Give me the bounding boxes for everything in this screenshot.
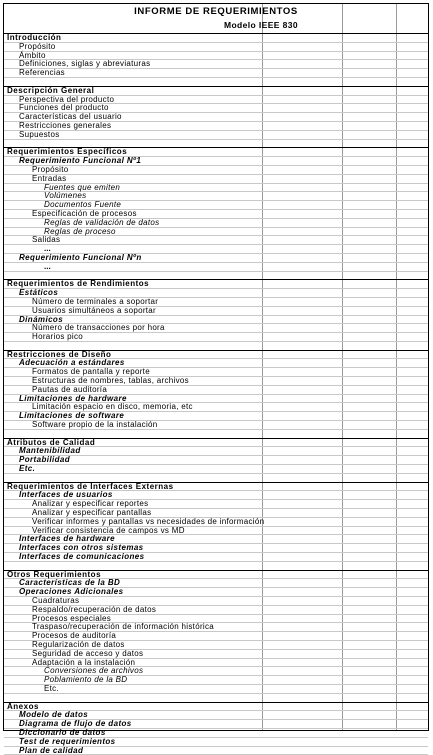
outline-item-row (4, 676, 428, 685)
report-title: INFORME DE REQUERIMIENTOS (134, 6, 298, 17)
outline-item-label: Formatos de pantalla y reporte (32, 367, 150, 377)
outline-item-row (4, 122, 428, 131)
outline-item-label: Requerimientos de Rendimientos (7, 279, 150, 289)
outline-item-label: Mantenibilidad (19, 446, 81, 456)
outline-item-label: Funciones del producto (19, 103, 109, 113)
outline-item-label: Poblamiento de la BD (44, 675, 128, 685)
outline-item-label: Etc. (44, 683, 59, 693)
outline-item-label: Características del usuario (19, 112, 122, 122)
outline-item-label: Características de la BD (19, 578, 121, 588)
report-subtitle: Modelo IEEE 830 (223, 20, 299, 30)
outline-item-label: Restricciones generales (19, 120, 112, 130)
report-header (4, 4, 428, 34)
outline-item-label: Interfaces con otros sistemas (19, 543, 144, 553)
outline-item-label: Software propio de la instalación (32, 420, 158, 430)
outline-item-label: Especificación de procesos (32, 208, 137, 218)
outline-item-label: Horarios pico (32, 332, 84, 342)
outline-item-row (4, 456, 428, 465)
outline-item-label: Ámbito (19, 50, 46, 60)
outline-item-label: Supuestos (19, 129, 60, 139)
outline-item-label: Verificar consistencia de campos vs MD (32, 525, 185, 535)
outline-item-row (4, 685, 428, 694)
outline-item-row (4, 166, 428, 175)
outline-item-row (4, 69, 428, 78)
outline-item-label: Entradas (32, 173, 67, 183)
section-heading-row (4, 280, 428, 289)
outline-item-label: Descripción General (7, 85, 95, 95)
outline-item-label: Seguridad de acceso y datos (32, 648, 144, 658)
outline-item-row (4, 254, 428, 263)
outline-item-label: Número de terminales a soportar (32, 296, 159, 306)
outline-item-label: Procesos de auditoría (32, 631, 117, 641)
outline-item-label: Conversiones de archivos (44, 666, 144, 676)
outline-item-row (4, 60, 428, 69)
outline-item-row (4, 747, 428, 755)
outline-item-label: Diagrama de flujo de datos (19, 719, 132, 729)
outline-item-row (4, 228, 428, 237)
outline-item-label: Diccionario de datos (19, 727, 106, 737)
outline-item-label: Portabilidad (19, 455, 71, 465)
outline-item-label: Requerimientos de Interfaces Externas (7, 481, 174, 491)
outline-item-label: Respaldo/recuperación de datos (32, 604, 157, 614)
outline-item-label: Cuadraturas (32, 596, 80, 605)
outline-item-label: Requerimiento Funcional Nºn (19, 252, 142, 262)
outline-item-label: Limitación espacio en disco, memoria, etc (32, 402, 193, 412)
outline-item-label: Anexos (7, 701, 39, 711)
outline-item-label: Reglas de validación de datos (44, 217, 160, 227)
outline-item-label: Regularización de datos (32, 639, 125, 649)
outline-item-label: Estáticos (19, 288, 59, 298)
outline-item-label: Propósito (32, 164, 69, 174)
outline-item-label: Reglas de proceso (44, 226, 116, 236)
outline-item-label: Adaptación a la instalación (32, 657, 136, 667)
outline-item-label: Interfaces de usuarios (19, 490, 113, 500)
outline-item-label: Número de transacciones por hora (32, 323, 165, 333)
outline-item-label: Analizar y especificar reportes (32, 499, 149, 509)
outline-item-label: Limitaciones de hardware (19, 393, 127, 403)
separator-row (4, 694, 428, 703)
outline-item-label: Operaciones Adicionales (19, 587, 124, 597)
outline-item-label: Introducción (7, 33, 62, 42)
outline-item-label: Definiciones, siglas y abreviaturas (19, 59, 151, 69)
outline-item-label: Propósito (19, 41, 56, 51)
outline-item-row (4, 421, 428, 430)
outline-item-label: Modelo de datos (19, 710, 89, 720)
outline-item-label: Usuarios simultáneos a soportar (32, 305, 157, 315)
outline-item-label: Volúmenes (44, 191, 87, 201)
outline-item-label: Referencias (19, 68, 65, 78)
outline-item-row (4, 43, 428, 52)
outline-item-label: Pautas de auditoría (32, 384, 108, 394)
outline-item-row (4, 236, 428, 245)
outline-item-label: Test de requerimientos (19, 736, 116, 746)
outline-item-label: Perspectiva del producto (19, 94, 115, 104)
outline-item-label: Requerimientos Específicos (7, 147, 128, 157)
outline-item-label: Fuentes que emiten (44, 182, 121, 192)
outline-item-row (4, 131, 428, 140)
outline-item-label: Adecuación a estándares (19, 358, 125, 368)
outline-item-label: Requerimiento Funcional Nº1 (19, 156, 142, 166)
outline-item-label: Otros Requerimientos (7, 569, 102, 579)
outline-item-label: Documentos Fuente (44, 200, 122, 210)
outline-item-label: Limitaciones de software (19, 411, 125, 421)
requirements-report-table (3, 3, 429, 755)
outline-item-label: Plan de calidad (19, 745, 84, 755)
outline-item-label: Salidas (32, 235, 61, 245)
outline-item-label: Verificar informes y pantallas vs necesidades de información (32, 516, 265, 526)
outline-rows (4, 34, 428, 755)
outline-item-row (4, 333, 428, 342)
outline-item-label: Estructuras de nombres, tablas, archivos (32, 376, 189, 386)
outline-item-row (4, 465, 428, 474)
outline-item-label: Interfaces de hardware (19, 534, 115, 544)
outline-item-row (4, 553, 428, 562)
outline-item-label: Interfaces de comunicaciones (19, 552, 145, 562)
outline-item-label: Dinámicos (19, 314, 64, 324)
outline-item-label: Etc. (19, 464, 36, 474)
outline-item-label: Analizar y especificar pantallas (32, 508, 152, 518)
outline-item-label: ... (44, 244, 51, 254)
outline-item-row (4, 263, 428, 272)
outline-item-label: Atributos de Calidad (7, 437, 96, 447)
outline-item-label: Procesos especiales (32, 613, 112, 623)
outline-item-label: ... (44, 261, 51, 271)
outline-item-row (4, 307, 428, 316)
outline-item-label: Restricciones de Diseño (7, 349, 112, 359)
section-heading-row (4, 34, 428, 43)
outline-item-label: Traspaso/recuperación de información histórica (32, 622, 215, 632)
